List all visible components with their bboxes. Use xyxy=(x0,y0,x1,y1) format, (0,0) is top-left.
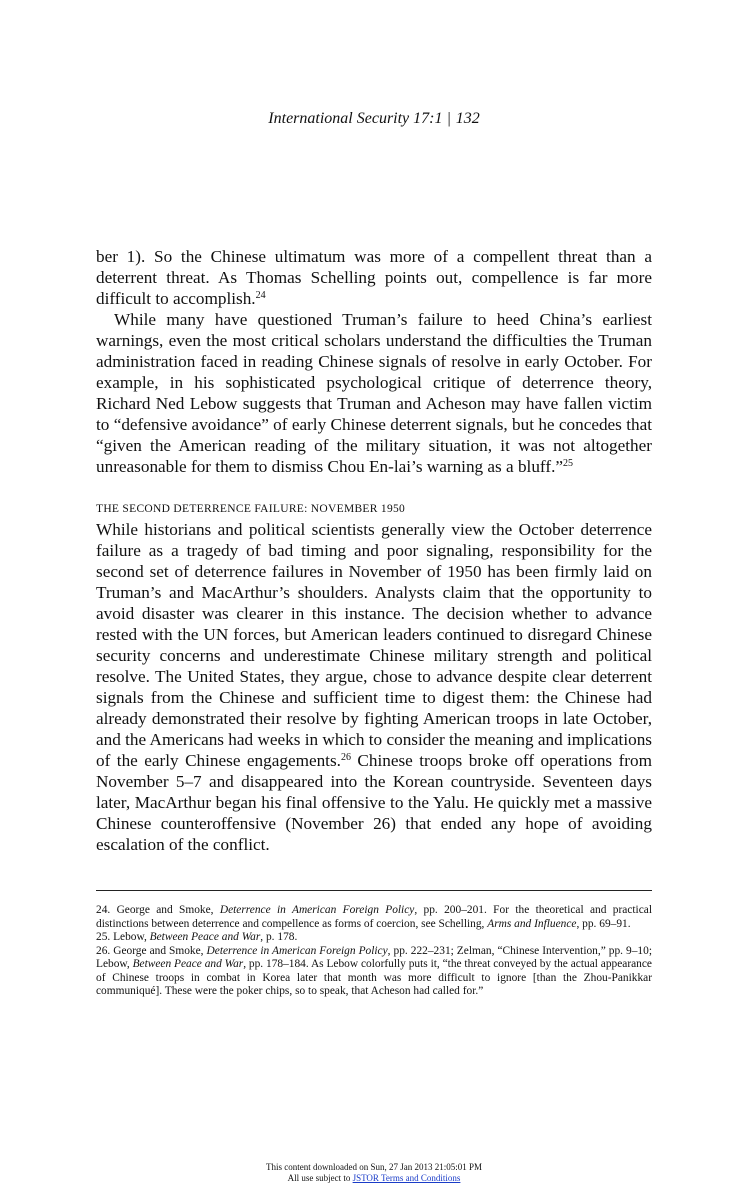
footnote-25 xyxy=(96,931,652,945)
footnote-title: Deterrence in American Foreign Policy xyxy=(219,904,415,916)
jstor-terms-link[interactable]: JSTOR Terms and Conditions xyxy=(352,1173,461,1183)
footnote-text: 25. Lebow, xyxy=(96,931,150,943)
footnote-ref-24[interactable]: 24 xyxy=(255,290,266,301)
terms-line xyxy=(0,1173,748,1184)
footnote-title: Deterrence in American Foreign Policy xyxy=(206,944,388,957)
paragraph-text: While historians and political scientists generally view the October deterrence failure as a tragedy of bad timing and poor signaling, responsibility for the second set of deterrence failures in November of 1950 has been firmly laid on Truman’s and MacArthur’s shoulders. Analysts claim that the opportunity to avoid disaster was clearer in this instance. The decision whether to advance rested with the UN forces, but American leaders continued to disregard Chinese security concerns and underestimate Chinese military strength and political resolve. The United States, they argue, chose to advance despite clear deterrent signals from the Chinese and sufficient time to digest them: the Chinese had already demonstrated their resolve by fighting American troops in late October, and the Americans had weeks in which to consider the meaning and implications of the early Chinese engagements. xyxy=(96,520,652,770)
download-notice: This content downloaded on Sun, 27 Jan 2013 21:05:01 PM xyxy=(266,1162,482,1172)
download-footer xyxy=(0,1162,748,1184)
footnote-text: , pp. 69–91. xyxy=(576,917,631,930)
footnote-text: , pp. 178–184. As Lebow colorfully puts it, “the threat conveyed by the actual appearance of Chinese troops in combat in Korea later that month was more difficult to ignore [than the Zhou-Panikkar communiqué]. These were the poker chips, so to speak, that Acheson had called for.” xyxy=(96,958,652,997)
footnote-title: Between Peace and War xyxy=(149,931,261,943)
footnote-title: Between Peace and War xyxy=(132,958,244,970)
journal-title: International Security 17:1 xyxy=(268,110,443,127)
paragraph-text: Chinese troops broke off operations from November 5–7 and disappeared into the Korean countryside. Seventeen days later, MacArthur began his final offensive to the Yalu. He quickly met a massive Chinese counteroffensive (November 26) that ended any hope of avoiding escalation of the conflict. xyxy=(96,751,652,854)
footnotes xyxy=(96,904,652,999)
article-body xyxy=(96,246,652,855)
page-number: 132 xyxy=(455,110,480,127)
paragraph-text: ber 1). So the Chinese ultimatum was more of a compellent threat than a deterrent threat. As Thomas Schelling points out, compellence is far more difficult to accomplish. xyxy=(96,247,652,308)
footnote-26 xyxy=(96,945,652,999)
footnote-divider xyxy=(96,890,652,891)
footnote-24 xyxy=(96,904,652,931)
footnote-text: 26. George and Smoke, xyxy=(96,944,207,957)
footnote-text: , p. 178. xyxy=(260,931,298,943)
header-separator: | xyxy=(447,110,451,127)
footnote-text: , pp. 200–201. For the theoretical and practical distinctions between deterrence and compellence as forms of coercion, see Schelling, xyxy=(96,904,652,930)
paragraph-lebow xyxy=(96,309,652,477)
footnote-ref-25[interactable]: 25 xyxy=(563,458,573,469)
paragraph-continued xyxy=(96,246,652,309)
footnote-text: , pp. 222–231; Zelman, “Chinese Intervention,” pp. 9–10; Lebow, xyxy=(96,944,652,970)
running-header xyxy=(0,110,748,128)
paragraph-text: While many have questioned Truman’s failure to heed China’s earliest warnings, even the most critical scholars understand the difficulties the Truman administration faced in reading Chinese signals of resolve in early October. For example, in his sophisticated psychological critique of deterrence theory, Richard Ned Lebow suggests that Truman and Acheson may have fallen victim to “defensive avoidance” of early Chinese deterrent signals, but he concedes that “given the American reading of the military situation, it was not altogether unreasonable for them to dismiss Chou En-lai’s warning as a bluff.” xyxy=(96,310,652,476)
footnote-text: 24. George and Smoke, xyxy=(96,904,220,916)
section-heading: THE SECOND DETERRENCE FAILURE: NOVEMBER 1950 xyxy=(96,503,406,515)
footnote-title: Arms and Influence xyxy=(487,917,577,930)
footnote-ref-26[interactable]: 26 xyxy=(340,752,351,763)
terms-prefix: All use subject to xyxy=(287,1173,353,1183)
paragraph-november xyxy=(96,519,652,855)
